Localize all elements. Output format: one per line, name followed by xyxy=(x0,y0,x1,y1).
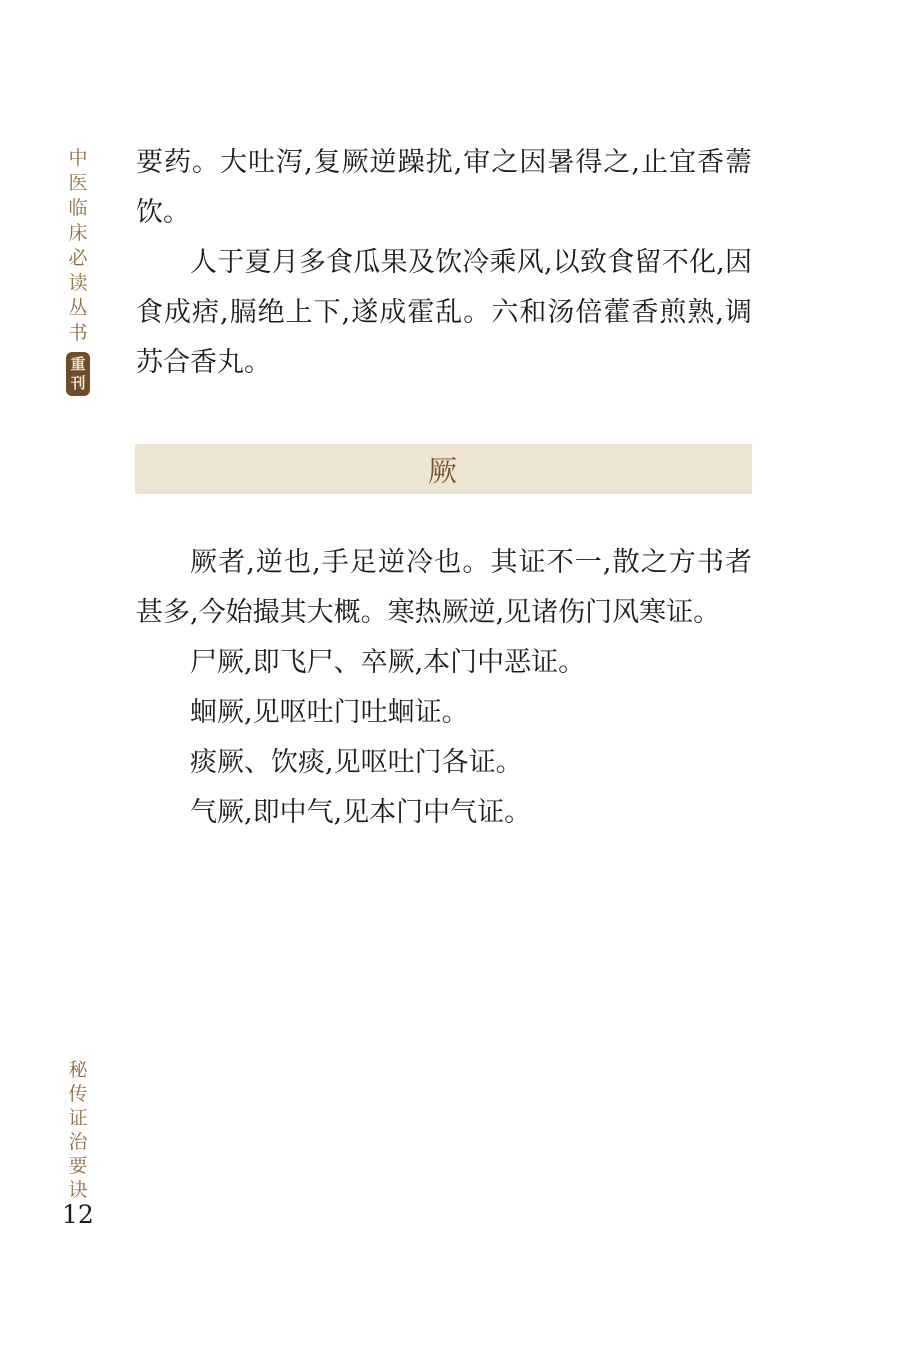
series-title-char: 医 xyxy=(68,172,88,194)
series-title-vertical xyxy=(66,146,90,396)
section-heading: 厥 xyxy=(427,453,459,488)
body-paragraph: 痰厥、饮痰,见呕吐门各证。 xyxy=(190,747,523,778)
book-title-char: 秘 xyxy=(68,1059,88,1081)
series-title-char: 读 xyxy=(68,272,88,294)
seal-char: 重 xyxy=(70,355,86,373)
series-title-char: 临 xyxy=(68,197,88,219)
book-title-char: 证 xyxy=(68,1107,88,1129)
book-title-char: 治 xyxy=(68,1131,88,1153)
page-number: 12 xyxy=(62,1200,94,1229)
book-title-char: 诀 xyxy=(68,1179,88,1201)
continued-paragraph: 要药。大吐泻,复厥逆躁扰,审之因暑得之,止宜香薷饮。 xyxy=(136,147,752,228)
body-paragraph: 气厥,即中气,见本门中气证。 xyxy=(190,797,532,828)
book-title-char: 传 xyxy=(68,1083,88,1105)
book-title-vertical xyxy=(66,1058,90,1202)
seal-char: 刊 xyxy=(70,374,86,392)
series-title-char: 书 xyxy=(68,322,88,344)
body-paragraph: 蛔厥,见呕吐门吐蛔证。 xyxy=(190,697,469,728)
series-title-char: 中 xyxy=(68,147,88,169)
series-title-char: 丛 xyxy=(68,297,88,319)
body-paragraph: 厥者,逆也,手足逆冷也。其证不一,散之方书者甚多,今始撮其大概。寒热厥逆,见诸伤门风寒证。 xyxy=(136,547,752,628)
body-paragraph: 人于夏月多食瓜果及饮冷乘风,以致食留不化,因食成痞,膈绝上下,遂成霍乱。六和汤倍藿香煎熟,调苏合香丸。 xyxy=(136,247,752,378)
section-heading-bar xyxy=(135,444,752,494)
top-text-block xyxy=(136,138,752,388)
book-title-char: 要 xyxy=(68,1155,88,1177)
series-title-char: 床 xyxy=(68,222,88,244)
body-paragraph: 尸厥,即飞尸、卒厥,本门中恶证。 xyxy=(190,647,586,678)
reprint-seal xyxy=(66,352,90,396)
series-title-char: 必 xyxy=(68,247,88,269)
section-text-block xyxy=(136,538,752,838)
